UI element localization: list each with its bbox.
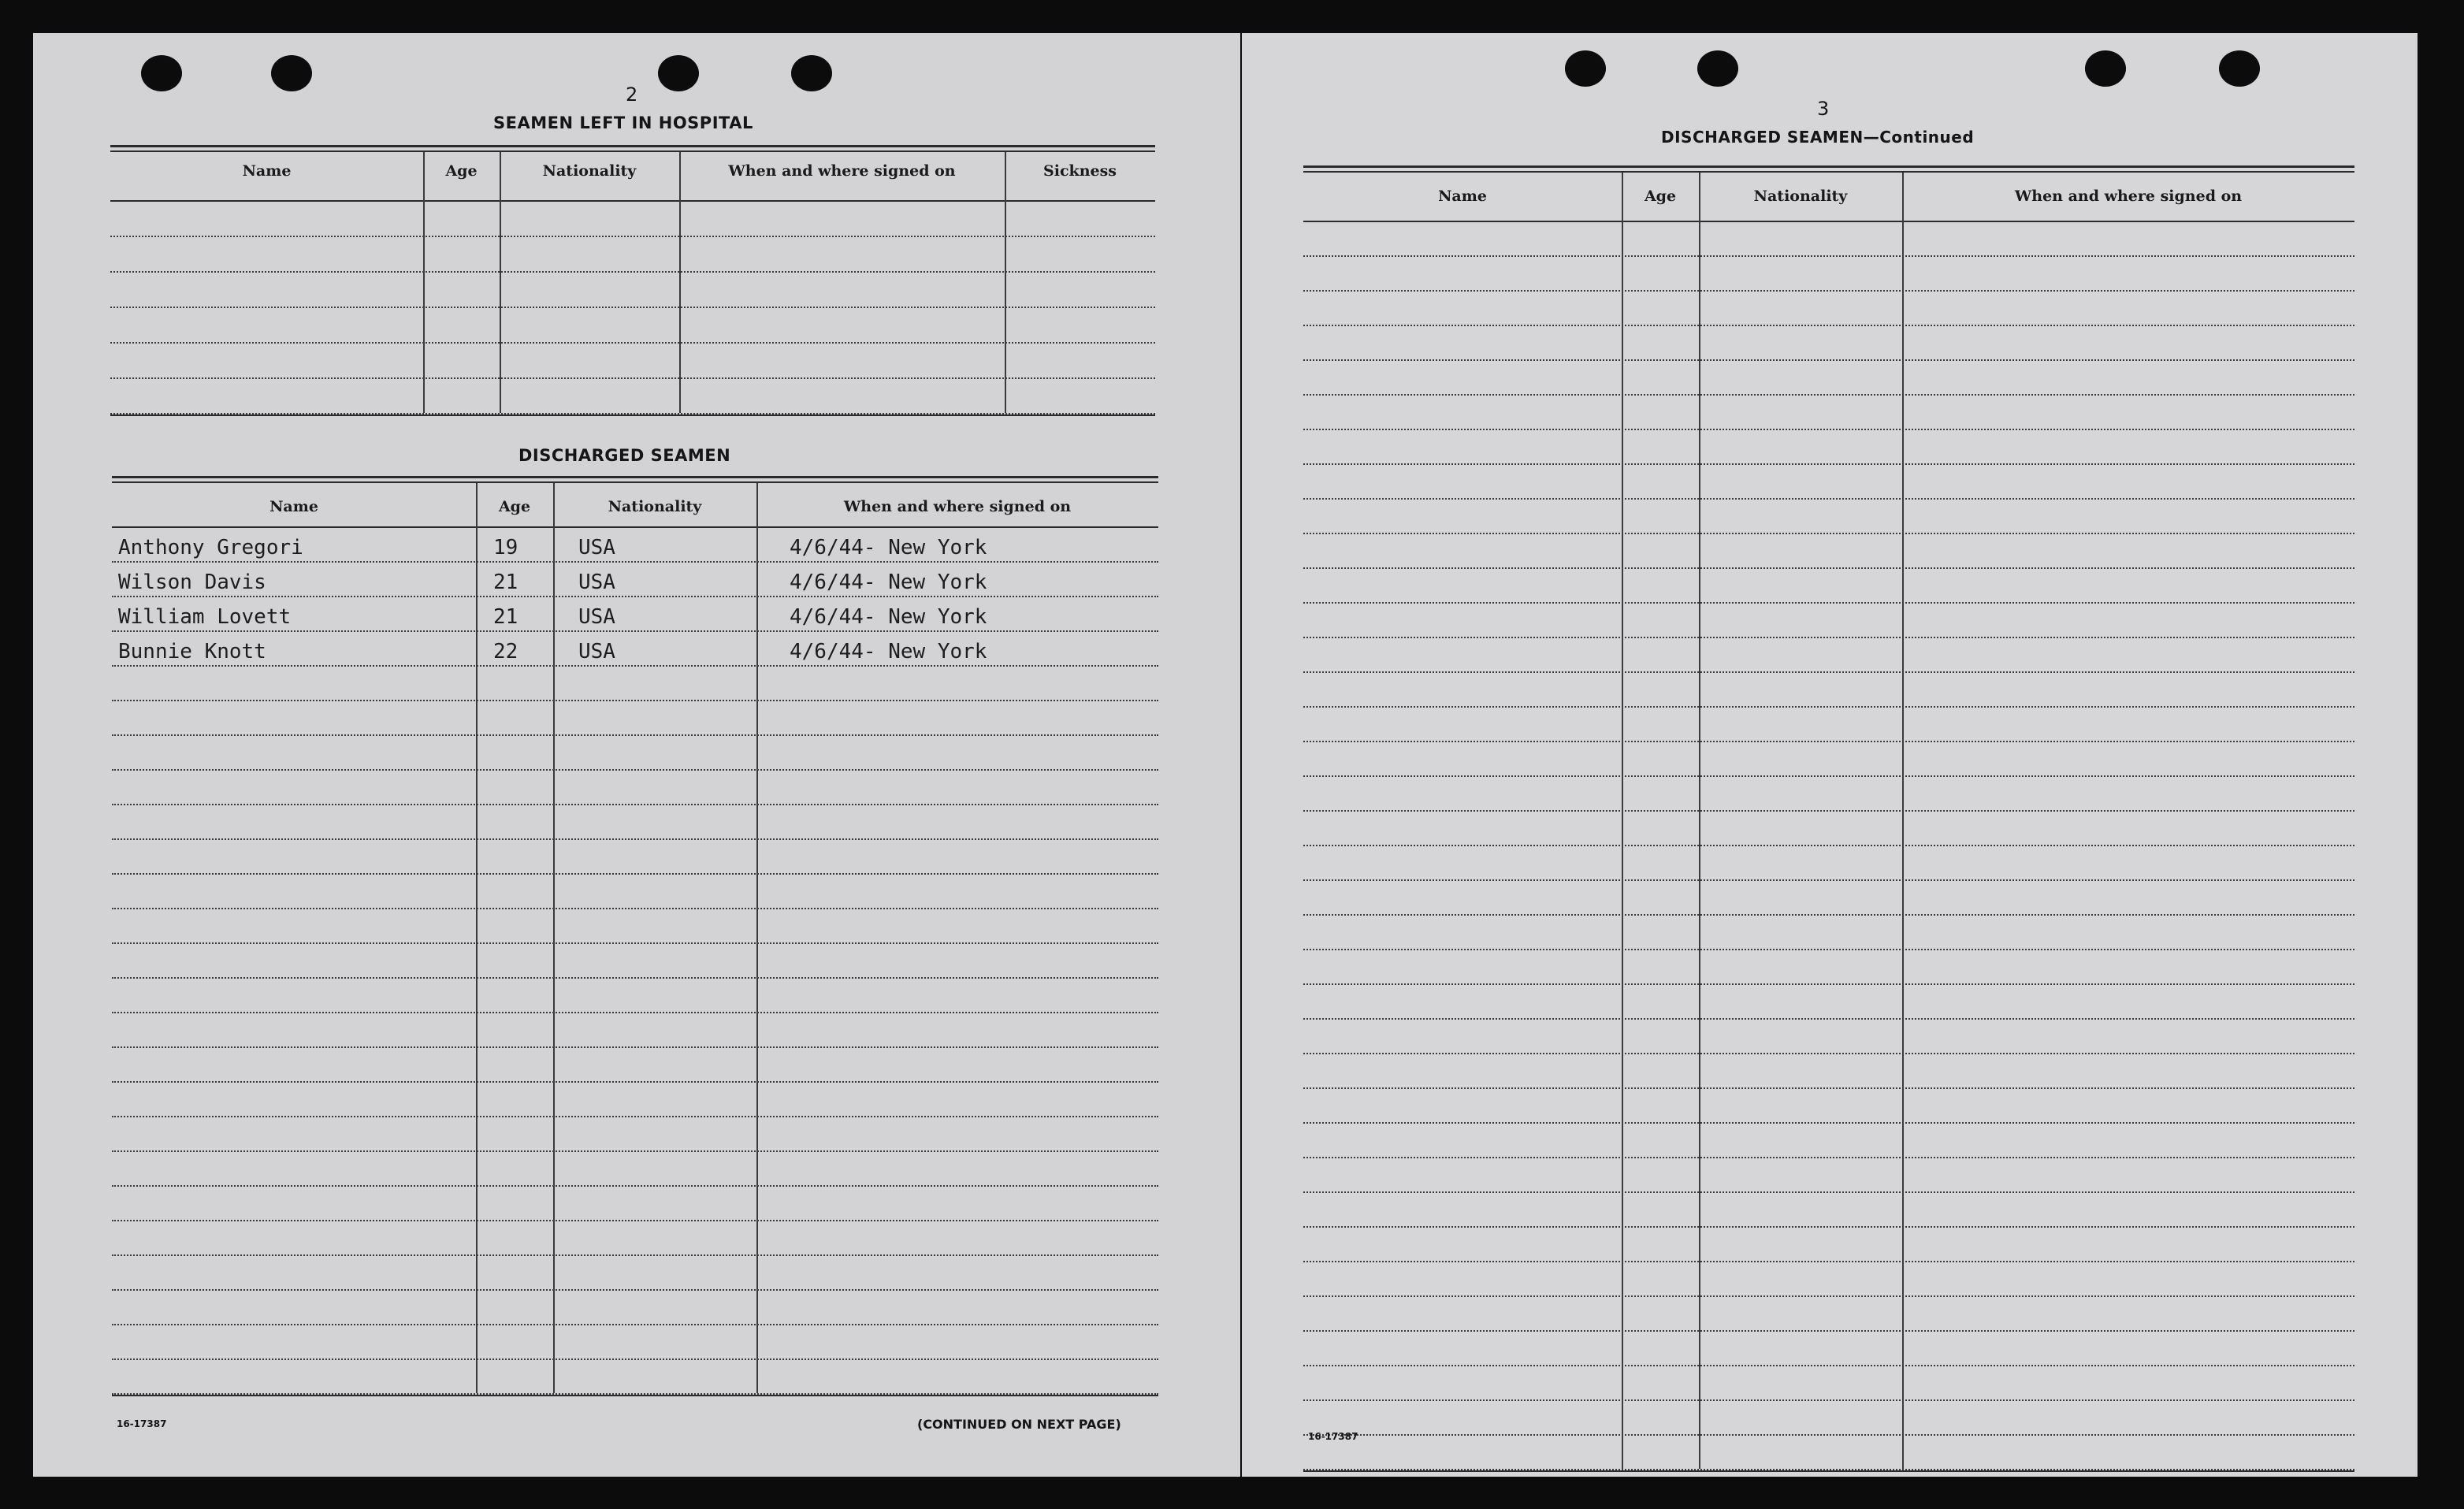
punch-hole — [141, 55, 182, 91]
discharged-section-title: DISCHARGED SEAMEN — [518, 446, 731, 465]
cell-nationality: USA — [578, 605, 615, 629]
row-rule — [1303, 1434, 2354, 1436]
punch-hole — [1565, 50, 1606, 87]
row-rule — [1303, 1122, 2354, 1124]
left-page — [33, 33, 1240, 1477]
header-rule — [1303, 221, 2354, 222]
row-rule — [1303, 1053, 2354, 1054]
table-top-rule — [112, 481, 1158, 483]
discharged-continued-title: DISCHARGED SEAMEN—Continued — [1661, 128, 1975, 147]
table-bottom-rule — [110, 414, 1155, 416]
table-top-rule — [1303, 171, 2354, 173]
row-rule — [1303, 1399, 2354, 1401]
column-divider — [1622, 173, 1623, 1469]
row-rule — [1303, 1191, 2354, 1193]
column-header: Age — [1644, 188, 1677, 205]
row-rule — [112, 1046, 1158, 1048]
row-rule — [112, 908, 1158, 909]
row-rule — [1303, 983, 2354, 985]
column-header: Nationality — [1753, 188, 1848, 205]
hospital-section-title: SEAMEN LEFT IN HOSPITAL — [493, 113, 753, 132]
cell-name: William Lovett — [118, 605, 292, 629]
cell-name: Wilson Davis — [118, 571, 266, 594]
row-rule — [1303, 325, 2354, 326]
row-rule — [1303, 914, 2354, 916]
row-rule — [1303, 671, 2354, 673]
row-rule — [1303, 1330, 2354, 1332]
row-rule — [112, 942, 1158, 944]
row-rule — [1303, 1087, 2354, 1089]
column-divider — [756, 483, 758, 1393]
row-rule — [1303, 775, 2354, 777]
row-rule — [1303, 879, 2354, 881]
row-rule — [112, 1324, 1158, 1325]
row-rule — [110, 271, 1155, 273]
row-rule — [110, 307, 1155, 308]
cell-name: Bunnie Knott — [118, 640, 266, 663]
row-rule — [112, 804, 1158, 805]
row-rule — [1303, 429, 2354, 430]
header-rule — [110, 200, 1155, 202]
column-header: When and where signed on — [2014, 188, 2243, 205]
column-header: Sickness — [1043, 162, 1117, 180]
table-bottom-rule — [1303, 1470, 2354, 1472]
row-rule — [112, 873, 1158, 875]
row-rule — [1303, 498, 2354, 500]
row-rule — [112, 700, 1158, 701]
row-rule — [112, 1081, 1158, 1083]
punch-hole — [271, 55, 312, 91]
row-rule — [1303, 1261, 2354, 1262]
row-rule — [112, 561, 1158, 563]
table-bottom-rule — [112, 1395, 1158, 1396]
column-header: Age — [445, 162, 478, 180]
column-divider — [553, 483, 555, 1393]
row-rule — [1303, 706, 2354, 708]
column-header: Nationality — [608, 498, 702, 515]
table-top-rule — [110, 145, 1155, 147]
row-rule — [112, 734, 1158, 736]
row-rule — [112, 665, 1158, 667]
column-divider — [1699, 173, 1700, 1469]
column-divider — [476, 483, 478, 1393]
continued-note: (CONTINUED ON NEXT PAGE) — [917, 1417, 1121, 1432]
cell-signed-on: 4/6/44- New York — [790, 536, 987, 559]
row-rule — [1303, 1157, 2354, 1158]
cell-nationality: USA — [578, 536, 615, 559]
table-top-rule — [112, 476, 1158, 478]
column-header: Name — [1438, 188, 1487, 205]
row-rule — [110, 377, 1155, 379]
row-rule — [112, 1254, 1158, 1256]
column-divider — [423, 152, 425, 413]
column-header: When and where signed on — [843, 498, 1072, 515]
row-rule — [112, 977, 1158, 979]
cell-signed-on: 4/6/44- New York — [790, 605, 987, 629]
row-rule — [112, 769, 1158, 771]
row-rule — [1303, 1018, 2354, 1020]
column-header: Nationality — [542, 162, 637, 180]
table-top-rule — [110, 151, 1155, 152]
row-rule — [112, 838, 1158, 840]
row-rule — [1303, 463, 2354, 465]
cell-nationality: USA — [578, 571, 615, 594]
column-divider — [679, 152, 681, 413]
header-rule — [112, 526, 1158, 528]
row-rule — [1303, 394, 2354, 396]
punch-hole — [2085, 50, 2126, 87]
cell-age: 21 — [493, 571, 518, 594]
row-rule — [1303, 255, 2354, 257]
column-divider — [1902, 173, 1904, 1469]
column-header: When and where signed on — [728, 162, 956, 180]
row-rule — [1303, 845, 2354, 846]
row-rule — [112, 1150, 1158, 1152]
row-rule — [1303, 359, 2354, 361]
cell-age: 21 — [493, 605, 518, 629]
row-rule — [112, 1289, 1158, 1291]
column-header: Name — [242, 162, 292, 180]
page-number: 3 — [1817, 98, 1830, 120]
cell-age: 19 — [493, 536, 518, 559]
cell-signed-on: 4/6/44- New York — [790, 640, 987, 663]
cell-nationality: USA — [578, 640, 615, 663]
row-rule — [1303, 602, 2354, 604]
row-rule — [112, 1220, 1158, 1221]
column-divider — [1005, 152, 1006, 413]
row-rule — [1303, 567, 2354, 569]
row-rule — [112, 596, 1158, 597]
row-rule — [1303, 1226, 2354, 1228]
column-divider — [500, 152, 501, 413]
row-rule — [112, 1012, 1158, 1013]
column-header: Name — [269, 498, 318, 515]
cell-name: Anthony Gregori — [118, 536, 303, 559]
row-rule — [110, 236, 1155, 237]
punch-hole — [791, 55, 832, 91]
column-header: Age — [498, 498, 531, 515]
punch-hole — [658, 55, 699, 91]
page-number: 2 — [626, 84, 638, 106]
row-rule — [1303, 1295, 2354, 1297]
row-rule — [110, 342, 1155, 344]
punch-hole — [1697, 50, 1738, 87]
form-number: 16-17387 — [117, 1418, 167, 1429]
row-rule — [112, 1358, 1158, 1360]
table-top-rule — [1303, 165, 2354, 168]
row-rule — [1303, 637, 2354, 638]
form-number: 16-17387 — [1308, 1431, 1358, 1442]
row-rule — [112, 1116, 1158, 1117]
row-rule — [1303, 810, 2354, 812]
row-rule — [112, 1185, 1158, 1187]
punch-hole — [2219, 50, 2260, 87]
row-rule — [1303, 533, 2354, 534]
right-page — [1242, 33, 2418, 1477]
row-rule — [1303, 741, 2354, 742]
row-rule — [1303, 1365, 2354, 1366]
cell-signed-on: 4/6/44- New York — [790, 571, 987, 594]
row-rule — [1303, 949, 2354, 950]
row-rule — [1303, 290, 2354, 292]
row-rule — [112, 630, 1158, 632]
cell-age: 22 — [493, 640, 518, 663]
